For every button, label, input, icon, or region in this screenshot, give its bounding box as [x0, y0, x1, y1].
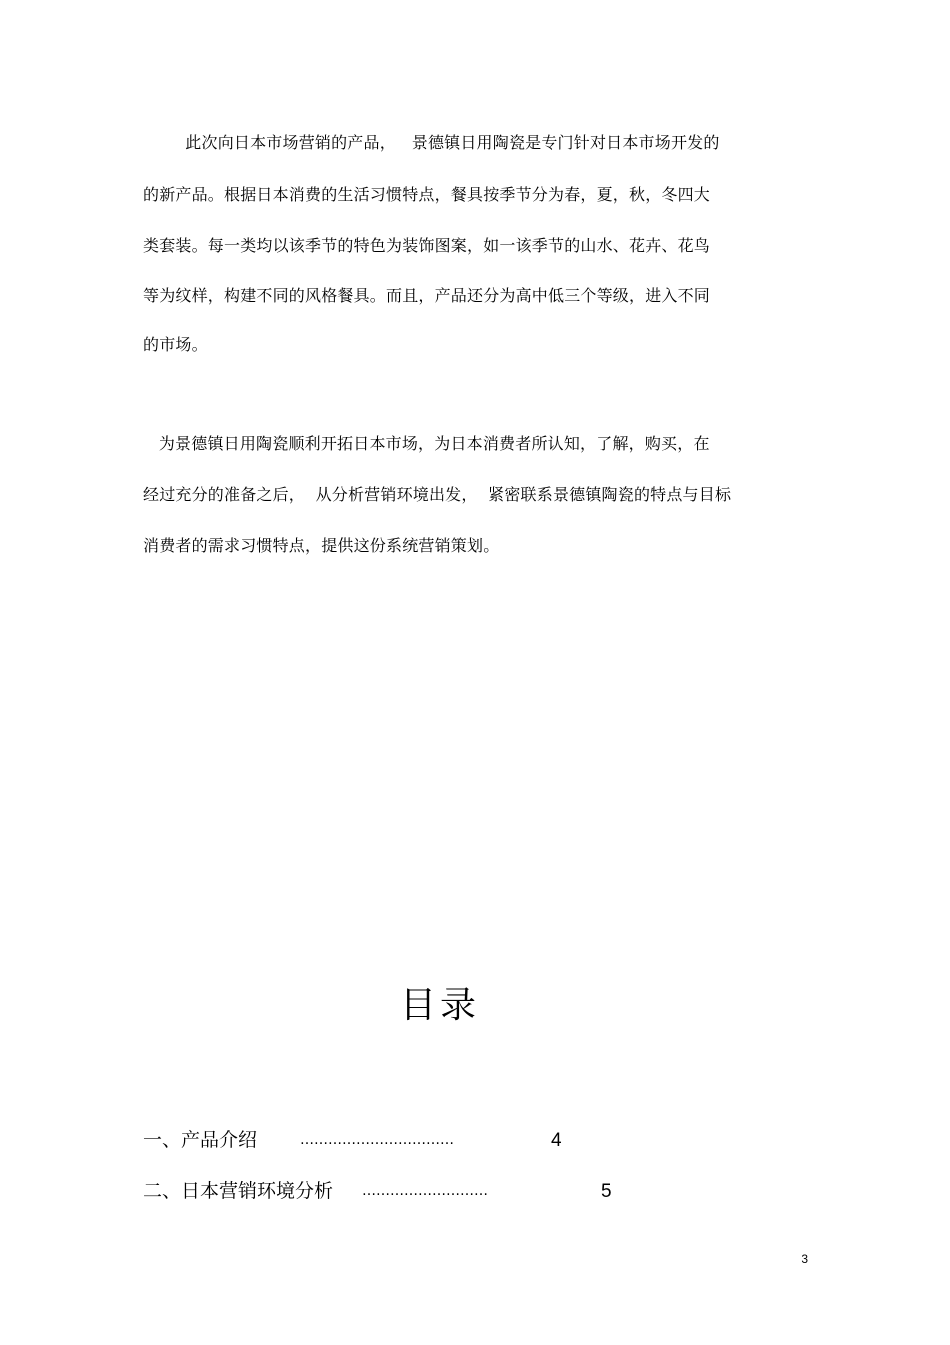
toc-entry-page: 4: [551, 1130, 562, 1151]
toc-entry-leader: ……………………………: [300, 1132, 454, 1148]
text-line: 的新产品。根据日本消费的生活习惯特点，餐具按季节分为春，夏，秋，冬四大: [143, 185, 711, 204]
text-line: 类套装。每一类均以该季节的特色为装饰图案，如一该季节的山水、花卉、花鸟: [143, 236, 711, 255]
page-number: 3: [801, 1252, 808, 1266]
toc-entry-label: 二、日本营销环境分析: [143, 1180, 334, 1202]
text-line: 的市场。: [143, 335, 208, 354]
text-line: 等为纹样，构建不同的风格餐具。而且，产品还分为高中低三个等级，进入不同: [143, 286, 711, 305]
text-line: 经过充分的准备之后， 从分析营销环境出发， 紧密联系景德镇陶瓷的特点与目标: [143, 485, 732, 504]
toc-entry-page: 5: [601, 1181, 612, 1202]
toc-title: 目录: [399, 985, 480, 1026]
text-line: 为景德镇日用陶瓷顺利开拓日本市场，为日本消费者所认知，了解，购买，在: [143, 434, 710, 453]
text-line: 此次向日本市场营销的产品， 景德镇日用陶瓷是专门针对日本市场开发的: [143, 133, 720, 152]
text-line: 消费者的需求习惯特点，提供这份系统营销策划。: [143, 536, 500, 555]
toc-entry-label: 一、产品介绍: [143, 1129, 258, 1151]
toc-entry-leader: ………………………: [362, 1183, 488, 1199]
